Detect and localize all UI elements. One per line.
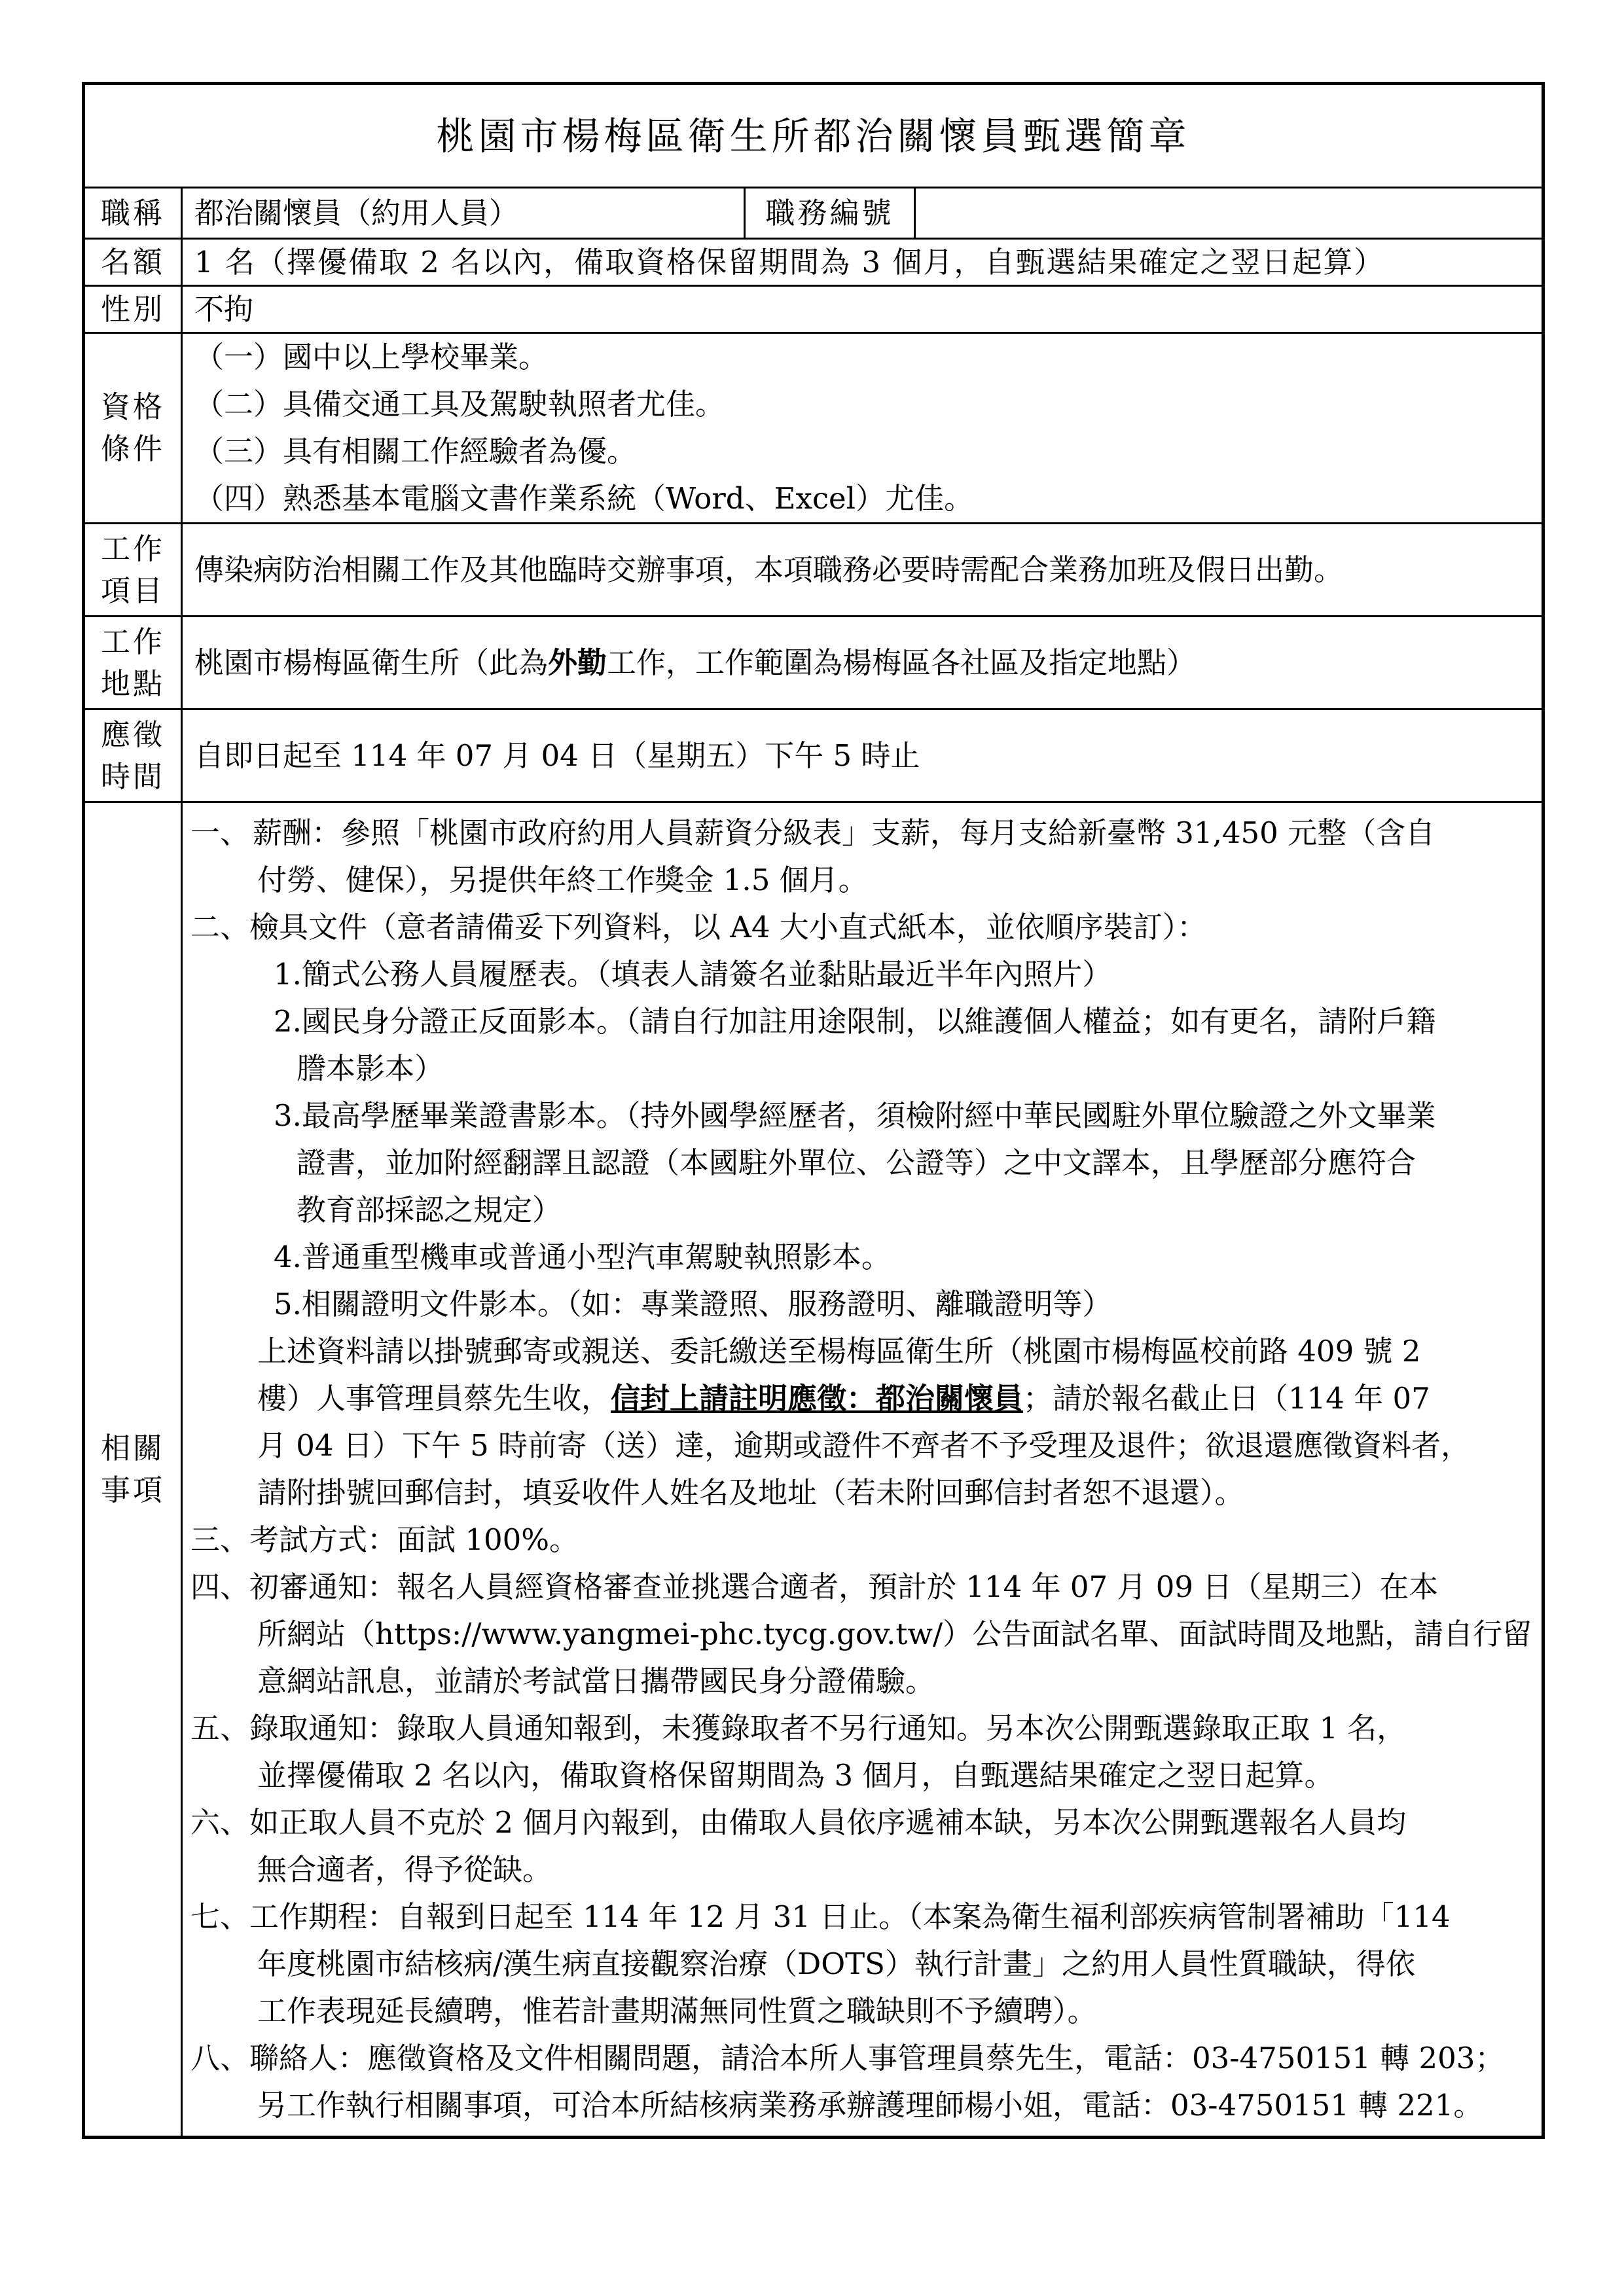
item-text: 無合適者，得予從缺。 xyxy=(257,1852,552,1887)
location-label xyxy=(84,617,182,709)
location-label-line2: 地點 xyxy=(100,666,165,701)
duties-label-line2: 項目 xyxy=(100,573,165,608)
item-text: 聯絡人：應徵資格及文件相關問題，請洽本所人事管理員蔡先生，電話：03-4750151 轉 203； xyxy=(249,2041,1505,2075)
title-row xyxy=(84,84,1543,188)
location-label-line1: 工作 xyxy=(100,624,165,659)
item-number: 六、 xyxy=(190,1805,250,1840)
qualification-row xyxy=(84,333,1543,524)
location-text-pre: 桃園市楊梅區衛生所（此為 xyxy=(194,645,549,680)
job-code-label: 職務編號 xyxy=(745,188,915,239)
item-text: 工作期程：自報到日起至 114 年 12 月 31 日止。（本案為衛生福利部疾病管制署補助「114 xyxy=(249,1899,1451,1934)
item-number: 七、 xyxy=(190,1899,250,1934)
qualification-label-line2: 條件 xyxy=(100,431,165,466)
item-text: 薪酬：參照「桃園市政府約用人員薪資分級表」支薪，每月支給新臺幣 31,450 元整（含自 xyxy=(253,816,1435,850)
job-value: 都治關懷員（約用人員） xyxy=(182,188,745,239)
related-label xyxy=(84,802,182,2138)
related-label-line2: 事項 xyxy=(100,1473,165,1507)
related-item-exam xyxy=(190,1516,1536,1564)
qualification-label-line1: 資格 xyxy=(100,389,165,424)
recruitment-document xyxy=(82,82,1542,2139)
quota-label: 名額 xyxy=(84,239,182,286)
duties-label xyxy=(84,524,182,617)
related-items xyxy=(182,802,1543,2138)
document-item: 4.普通重型機車或普通小型汽車駕駛執照影本。 xyxy=(274,1240,891,1274)
submission-text: 上述資料請以掛號郵寄或親送、委託繳送至楊梅區衛生所（桃園市楊梅區校前路 409 號 2 xyxy=(257,1334,1421,1369)
item-text: 並擇優備取 2 名以內，備取資格保留期間為 3 個月，自甄選結果確定之翌日起算。 xyxy=(257,1758,1334,1793)
item-text: 工作表現延長續聘，惟若計畫期滿無同性質之職缺則不予續聘）。 xyxy=(257,1994,1097,2028)
submission-text: 月 04 日）下午 5 時前寄（送）達，逾期或證件不齊者不予受理及退件；欲退還應徵資料者， xyxy=(257,1428,1471,1463)
quota-row xyxy=(84,239,1543,286)
related-label-line1: 相關 xyxy=(100,1431,165,1465)
item-number: 三、 xyxy=(190,1522,250,1557)
related-item-contact xyxy=(190,2035,1536,2129)
location-row xyxy=(84,617,1543,709)
item-text: 另工作執行相關事項，可洽本所結核病業務承辦護理師楊小姐，電話：03-4750151 轉 221。 xyxy=(257,2088,1483,2123)
related-row xyxy=(84,802,1543,2138)
job-code-value xyxy=(915,188,1543,239)
item-text: 錄取通知：錄取人員通知報到，未獲錄取者不另行通知。另本次公開甄選錄取正取 1 名， xyxy=(249,1711,1407,1746)
item-number: 一、 xyxy=(190,816,250,850)
apply-time-row xyxy=(84,709,1543,802)
gender-value: 不拘 xyxy=(182,286,1543,333)
duties-row xyxy=(84,524,1543,617)
item-text: 檢具文件（意者請備妥下列資料，以 A4 大小直式紙本，並依順序裝訂）： xyxy=(249,910,1207,944)
document-item-cont: 教育部採認之規定） xyxy=(297,1193,562,1227)
location-value xyxy=(182,617,1543,709)
gender-row xyxy=(84,286,1543,333)
related-item-period xyxy=(190,1893,1536,2035)
qualification-list xyxy=(182,333,1543,524)
related-item-substitute xyxy=(190,1799,1536,1893)
gender-label: 性別 xyxy=(84,286,182,333)
related-item-salary xyxy=(190,810,1536,904)
document-item-cont: 謄本影本） xyxy=(297,1051,444,1086)
document-item: 1.簡式公務人員履歷表。（填表人請簽名並黏貼最近半年內照片） xyxy=(274,957,1112,992)
qualification-item: （一）國中以上學校畢業。 xyxy=(194,340,549,374)
quota-value: 1 名（擇優備取 2 名以內，備取資格保留期間為 3 個月，自甄選結果確定之翌日起算） xyxy=(182,239,1543,286)
apply-time-label-line1: 應徵 xyxy=(100,717,165,752)
apply-time-label-line2: 時間 xyxy=(100,759,165,794)
submission-text xyxy=(190,1375,1536,1422)
item-text: 意網站訊息，並請於考試當日攜帶國民身分證備驗。 xyxy=(257,1664,935,1698)
document-item-cont: 證書，並加附經翻譯且認證（本國駐外單位、公證等）之中文譯本，且學歷部分應符合 xyxy=(297,1145,1416,1180)
qualification-item: （二）具備交通工具及駕駛執照者尤佳。 xyxy=(194,387,725,422)
submission-text: 請附掛號回郵信封，填妥收件人姓名及地址（若未附回郵信封者恕不退還）。 xyxy=(257,1475,1244,1510)
qualification-item: （四）熟悉基本電腦文書作業系統（Word、Excel）尤佳。 xyxy=(194,481,974,516)
submission-text-pre: 樓）人事管理員蔡先生收， xyxy=(257,1381,611,1416)
item-text: 年度桃園市結核病/漢生病直接觀察治療（DOTS）執行計畫」之約用人員性質職缺，得依 xyxy=(257,1946,1415,1981)
item-text: 所網站（https://www.yangmei-phc.tycg.gov.tw/）公告面試名單、面試時間及地點，請自行留 xyxy=(257,1617,1532,1651)
qualification-item: （三）具有相關工作經驗者為優。 xyxy=(194,434,637,469)
item-number: 五、 xyxy=(190,1711,250,1746)
duties-label-line1: 工作 xyxy=(100,531,165,566)
item-number: 四、 xyxy=(190,1570,250,1604)
item-text: 付勞、健保），另提供年終工作獎金 1.5 個月。 xyxy=(257,863,868,897)
item-text: 初審通知：報名人員經資格審查並挑選合適者，預計於 114 年 07 月 09 日（星期三）在本 xyxy=(249,1570,1439,1604)
item-text: 考試方式：面試 100%。 xyxy=(249,1522,579,1557)
related-item-admission xyxy=(190,1705,1536,1799)
document-title: 桃園市楊梅區衛生所都治關懷員甄選簡章 xyxy=(84,84,1543,188)
document-item: 2.國民身分證正反面影本。（請自行加註用途限制，以維護個人權益；如有更名，請附戶籍 xyxy=(274,1004,1436,1039)
duties-value: 傳染病防治相關工作及其他臨時交辦事項，本項職務必要時需配合業務加班及假日出勤。 xyxy=(182,524,1543,617)
apply-time-value: 自即日起至 114 年 07 月 04 日（星期五）下午 5 時止 xyxy=(182,709,1543,802)
item-number: 二、 xyxy=(190,910,250,944)
job-row xyxy=(84,188,1543,239)
document-item: 5.相關證明文件影本。（如：專業證照、服務證明、離職證明等） xyxy=(274,1287,1112,1321)
location-text-emphasis: 外勤 xyxy=(548,645,607,680)
related-item-documents xyxy=(190,904,1536,1516)
document-item: 3.最高學歷畢業證書影本。（持外國學經歷者，須檢附經中華民國駐外單位驗證之外文畢業 xyxy=(274,1098,1436,1133)
item-number: 八、 xyxy=(190,2041,250,2075)
location-text-post: 工作，工作範圍為楊梅區各社區及指定地點） xyxy=(607,645,1197,680)
recruitment-table xyxy=(82,82,1545,2139)
envelope-note: 信封上請註明應徵：都治關懷員 xyxy=(611,1381,1024,1416)
job-label: 職稱 xyxy=(84,188,182,239)
qualification-label xyxy=(84,333,182,524)
apply-time-label xyxy=(84,709,182,802)
item-text: 如正取人員不克於 2 個月內報到，由備取人員依序遞補本缺，另本次公開甄選報名人員均 xyxy=(249,1805,1407,1840)
related-item-screening xyxy=(190,1564,1536,1705)
submission-text-post: ；請於報名截止日（114 年 07 xyxy=(1023,1381,1430,1416)
